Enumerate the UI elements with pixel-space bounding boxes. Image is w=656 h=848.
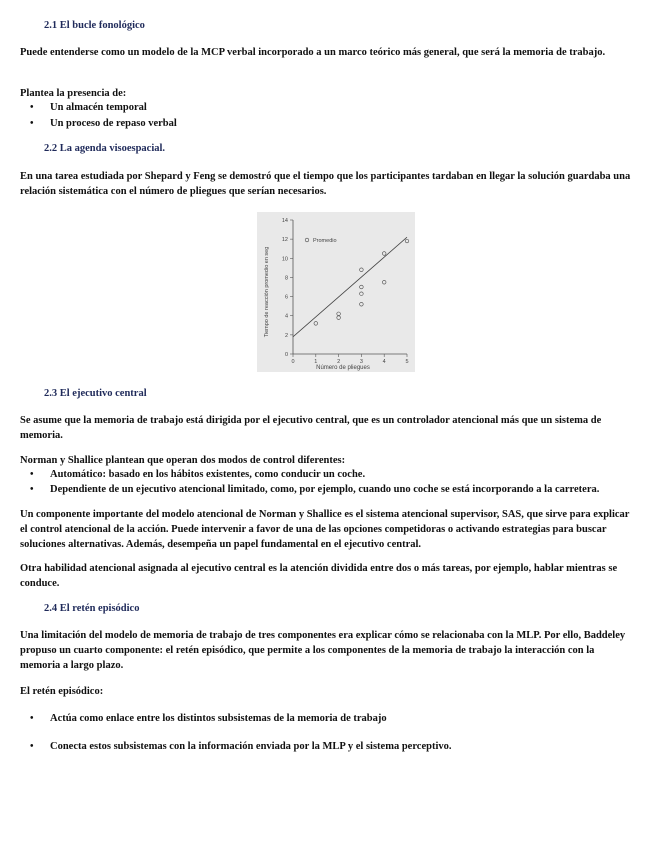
heading-bucle-fonologico: 2.1 El bucle fonológico bbox=[44, 20, 145, 31]
y-tick-label: 6 bbox=[284, 294, 288, 301]
list-item: Un almacén temporal bbox=[50, 102, 147, 113]
y-tick-label: 2 bbox=[284, 332, 288, 339]
data-point bbox=[314, 322, 318, 326]
x-tick-label: 5 bbox=[405, 359, 409, 365]
y-axis-label: Tiempo de reacción promedio en seg bbox=[264, 246, 270, 338]
x-tick-label: 1 bbox=[314, 359, 318, 365]
heading-agenda-visoespacial: 2.2 La agenda visoespacial. bbox=[44, 143, 166, 154]
data-point bbox=[360, 268, 364, 272]
y-tick-label: 10 bbox=[281, 256, 288, 263]
y-tick-label: 14 bbox=[281, 218, 288, 224]
paragraph-plantea: Plantea la presencia de: bbox=[20, 88, 127, 99]
paragraph-ejecutivo: Se asume que la memoria de trabajo está dirigida por el ejecutivo central, que es un controlador atencional más que un sistema de memoria. bbox=[20, 415, 602, 441]
data-point bbox=[337, 312, 341, 316]
y-tick-label: 0 bbox=[284, 352, 288, 358]
data-point bbox=[337, 316, 341, 320]
data-point bbox=[405, 239, 409, 243]
data-point bbox=[360, 302, 364, 306]
bullet-icon: • bbox=[30, 713, 34, 724]
y-tick-label: 4 bbox=[284, 313, 288, 320]
data-point bbox=[360, 292, 364, 296]
paragraph-reten: Una limitación del modelo de memoria de trabajo de tres componentes era explicar cómo se relacionaba con la MLP. Por ello, Baddeley propuso un cuarto componente: el retén episódico, que permite a los componentes de la memoria de trabajo la interacción con la memoria a largo plazo. bbox=[20, 630, 626, 671]
paragraph-agenda: En una tarea estudiada por Shepard y Feng se demostró que el tiempo que los participantes tardaban en llegar la solución guardaba una relación sistemática con el número de pliegues que serían necesarios. bbox=[20, 171, 631, 197]
paragraph-bucle-intro: Puede entenderse como un modelo de la MCP verbal incorporado a un marco teórico más general, que será la memoria de trabajo. bbox=[20, 47, 606, 58]
bullet-icon: • bbox=[30, 484, 34, 495]
heading-ejecutivo-central: 2.3 El ejecutivo central bbox=[44, 388, 147, 399]
x-tick-label: 2 bbox=[337, 359, 341, 365]
list-item: Automático: basado en los hábitos existentes, como conducir un coche. bbox=[50, 469, 366, 480]
data-point bbox=[360, 285, 364, 289]
chart-figure bbox=[257, 212, 415, 372]
list-item: Conecta estos subsistemas con la información enviada por la MLP y el sistema perceptivo. bbox=[50, 741, 452, 752]
paragraph-atencion-dividida: Otra habilidad atencional asignada al ejecutivo central es la atención dividida entre dos o más tareas, por ejemplo, hablar mientras se conduce. bbox=[20, 563, 618, 589]
bullet-icon: • bbox=[30, 741, 34, 752]
legend-label: Promedio bbox=[313, 238, 337, 244]
x-axis-label: Número de pliegues bbox=[316, 365, 370, 371]
legend-marker bbox=[305, 238, 309, 242]
list-item: Un proceso de repaso verbal bbox=[50, 118, 177, 129]
list-item: Dependiente de un ejecutivo atencional limitado, como, por ejemplo, cuando uno coche se está incorporando a la carretera. bbox=[50, 484, 600, 495]
x-tick-label: 0 bbox=[291, 359, 295, 365]
paragraph-reten-label: El retén episódico: bbox=[20, 686, 104, 697]
list-item: Actúa como enlace entre los distintos subsistemas de la memoria de trabajo bbox=[50, 713, 387, 724]
bullet-icon: • bbox=[30, 469, 34, 480]
x-tick-label: 3 bbox=[359, 359, 363, 365]
y-tick-label: 8 bbox=[284, 275, 288, 282]
trend-line bbox=[293, 237, 407, 337]
paragraph-sas: Un componente importante del modelo atencional de Norman y Shallice es el sistema atencional supervisor, SAS, que sirve para explicar el control atencional de la acción. Puede intervenir a favor de una de las opciones competidoras o activando estrategias para buscar soluciones alternativas. Además, desempeña un papel fundamental en el ejecutivo central. bbox=[20, 509, 630, 550]
y-tick-label: 12 bbox=[281, 237, 288, 244]
data-point bbox=[382, 252, 386, 256]
x-tick-label: 4 bbox=[382, 359, 386, 365]
bullet-icon: • bbox=[30, 118, 34, 129]
bullet-icon: • bbox=[30, 102, 34, 113]
data-point bbox=[382, 280, 386, 284]
heading-reten-episodico: 2.4 El retén episódico bbox=[44, 603, 140, 614]
paragraph-norman-shallice: Norman y Shallice plantean que operan dos modos de control diferentes: bbox=[20, 455, 346, 466]
scatter-chart bbox=[257, 212, 415, 372]
